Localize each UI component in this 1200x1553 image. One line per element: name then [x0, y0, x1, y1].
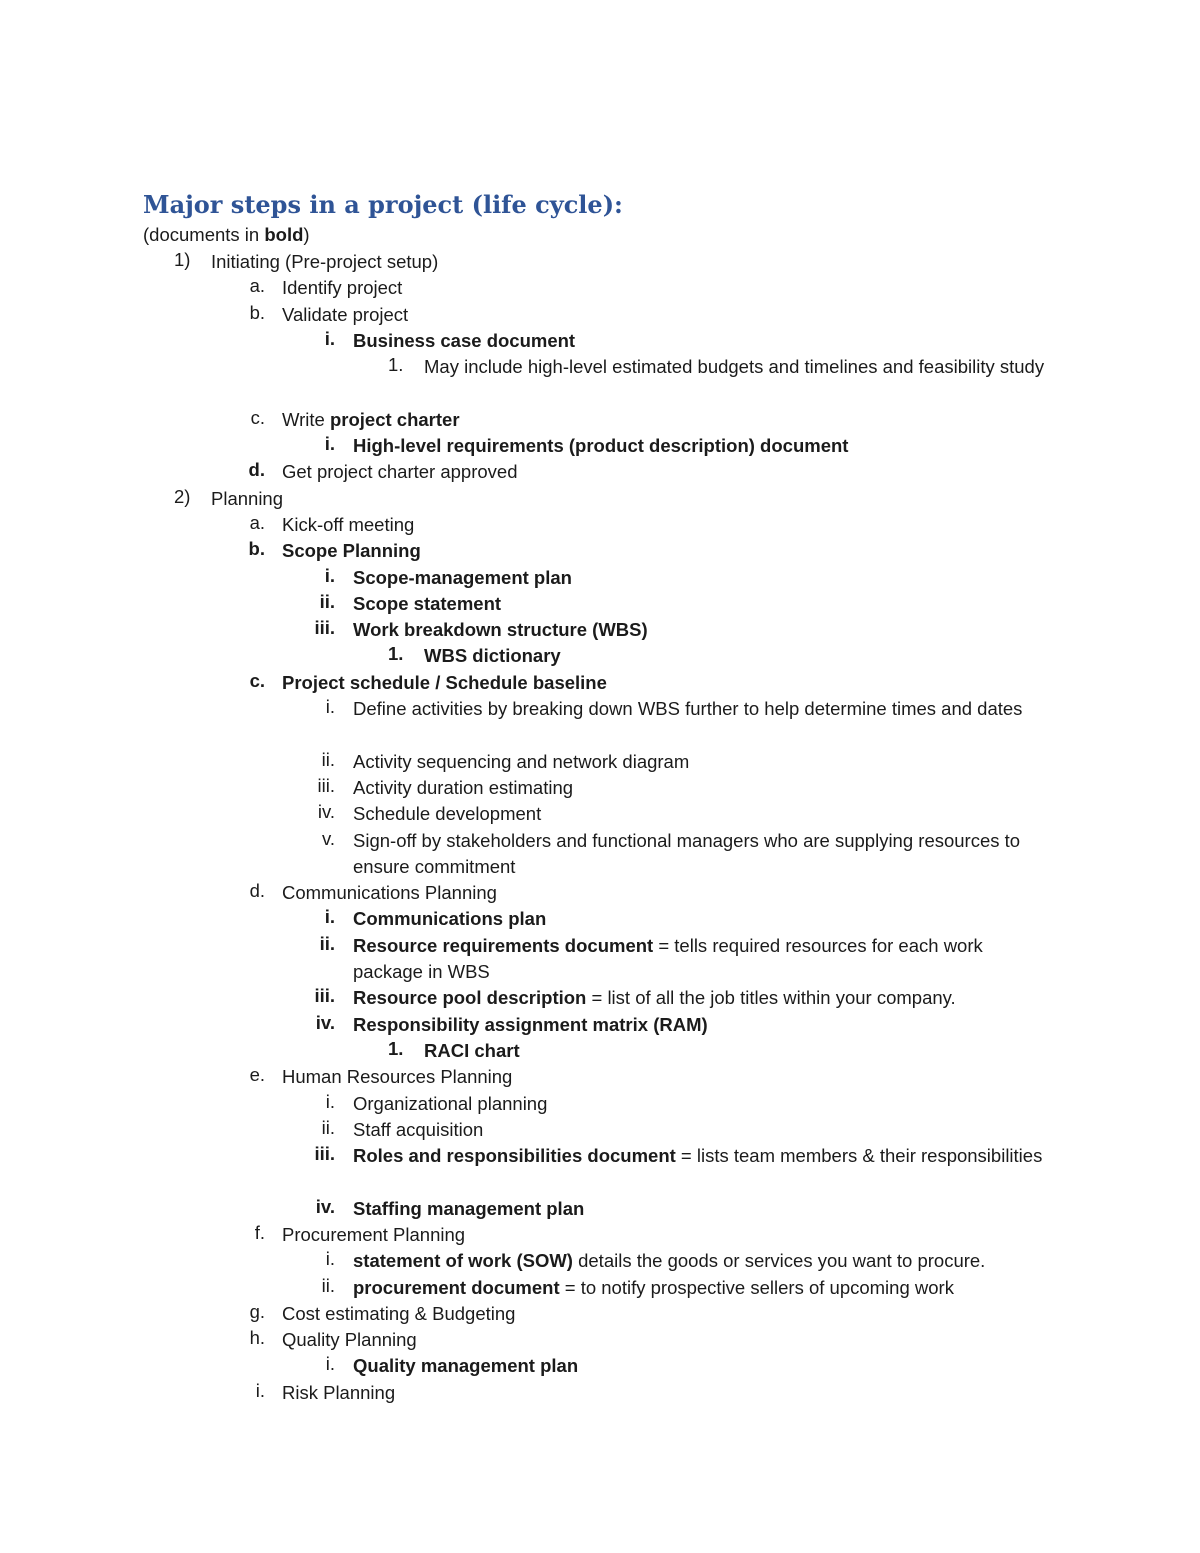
list-marker: 1. — [388, 643, 404, 665]
text-run: Identify project — [282, 277, 403, 299]
list-marker: 1. — [388, 354, 404, 376]
list-marker: i. — [255, 1379, 265, 1401]
list-marker: d. — [248, 459, 265, 481]
item-text — [282, 459, 982, 485]
item-text — [353, 828, 1048, 881]
bold-text-run: Responsibility assignment matrix (RAM) — [353, 1013, 708, 1035]
item-text — [353, 1196, 1048, 1222]
list-marker: h. — [249, 1327, 265, 1349]
outline-item-level-2 — [0, 1301, 1200, 1327]
bold-text-run: Scope-management plan — [353, 566, 572, 588]
outline-item-level-2 — [0, 275, 1200, 301]
item-text — [353, 933, 1048, 986]
outline-item-level-2 — [0, 459, 1200, 485]
item-text — [353, 1353, 1048, 1379]
text-run: Initiating (Pre-project setup) — [211, 251, 439, 272]
list-marker: i. — [324, 564, 335, 586]
page-title: Major steps in a project (life cycle): — [143, 190, 623, 219]
text-run: May include high-level estimated budgets and timelines and feasibility study — [424, 356, 1045, 378]
list-marker: iii. — [314, 1143, 335, 1165]
item-text — [211, 249, 911, 275]
item-text — [353, 617, 1048, 643]
outline-item-level-4 — [0, 1038, 1200, 1064]
outline-item-level-1 — [0, 249, 1200, 275]
outline-item-level-3 — [0, 433, 1200, 459]
text-run: Communications Planning — [282, 882, 497, 904]
outline-item-level-3 — [0, 1143, 1200, 1196]
item-text — [424, 643, 1049, 669]
outline-item-level-3 — [0, 1117, 1200, 1143]
bold-text-run: procurement document — [353, 1276, 560, 1298]
outline-list — [0, 249, 1200, 1406]
item-text — [282, 880, 982, 906]
list-marker: iii. — [317, 774, 335, 796]
outline-item-level-4 — [0, 643, 1200, 669]
item-text — [353, 775, 1048, 801]
bold-text-run: statement of work (SOW) — [353, 1250, 573, 1272]
list-marker: i. — [324, 906, 335, 928]
list-marker: ii. — [321, 1116, 335, 1138]
bold-text-run: Resource requirements document — [353, 934, 654, 956]
text-run: Validate project — [282, 303, 409, 325]
list-marker: iii. — [314, 985, 335, 1007]
outline-item-level-2 — [0, 1380, 1200, 1406]
outline-item-level-2 — [0, 538, 1200, 564]
list-marker: 1) — [174, 249, 191, 270]
list-marker: d. — [249, 880, 265, 902]
bold-text-run: Business case document — [353, 329, 576, 351]
outline-item-level-2 — [0, 512, 1200, 538]
text-run: Staff acquisition — [353, 1118, 484, 1140]
list-marker: iv. — [317, 801, 335, 823]
item-text — [353, 591, 1048, 617]
text-run: = lists team members & their responsibilities — [675, 1145, 1043, 1167]
text-run: Cost estimating & Budgeting — [282, 1302, 516, 1324]
list-marker: i. — [325, 1353, 335, 1375]
subtitle-note — [143, 224, 310, 246]
list-marker: b. — [248, 538, 265, 560]
bold-text-run: Staffing management plan — [353, 1197, 585, 1219]
list-marker: iv. — [315, 1011, 335, 1033]
item-text — [353, 1012, 1048, 1038]
item-text — [353, 801, 1048, 827]
text-run: Kick-off meeting — [282, 513, 415, 535]
item-text — [282, 407, 982, 433]
list-marker: a. — [249, 275, 265, 297]
text-run: Quality Planning — [282, 1329, 417, 1351]
outline-item-level-3 — [0, 749, 1200, 775]
text-run: Activity duration estimating — [353, 776, 574, 798]
item-text — [353, 1143, 1048, 1169]
list-marker: ii. — [319, 932, 335, 954]
text-run: Write — [282, 408, 330, 430]
list-marker: i. — [325, 696, 335, 718]
text-run: Procurement Planning — [282, 1223, 466, 1245]
subtitle-close: ) — [303, 224, 310, 245]
outline-item-level-2 — [0, 302, 1200, 328]
list-marker: i. — [325, 1090, 335, 1112]
item-text — [282, 538, 982, 564]
item-text — [282, 1380, 982, 1406]
bold-text-run: Communications plan — [353, 908, 547, 930]
list-marker: v. — [321, 827, 335, 849]
outline-item-level-3 — [0, 328, 1200, 354]
outline-item-level-3 — [0, 985, 1200, 1011]
bold-text-run: Scope statement — [353, 592, 502, 614]
text-run: Risk Planning — [282, 1381, 396, 1403]
item-text — [211, 486, 911, 512]
bold-text-run: Scope Planning — [282, 540, 421, 562]
item-text — [353, 565, 1048, 591]
list-marker: ii. — [321, 748, 335, 770]
text-run: = to notify prospective sellers of upcoming work — [559, 1276, 954, 1298]
outline-item-level-2 — [0, 880, 1200, 906]
list-marker: e. — [249, 1064, 265, 1086]
item-text — [282, 512, 982, 538]
list-marker: i. — [325, 1248, 335, 1270]
bold-text-run: project charter — [329, 408, 460, 430]
item-text — [353, 749, 1048, 775]
bold-text-run: WBS dictionary — [424, 645, 561, 667]
outline-item-level-2 — [0, 1327, 1200, 1353]
bold-text-run: Project schedule / Schedule baseline — [282, 671, 607, 693]
text-run: = list of all the job titles within your company. — [586, 987, 956, 1009]
item-text — [353, 328, 1048, 354]
outline-item-level-2 — [0, 1064, 1200, 1090]
item-text — [353, 433, 1048, 459]
outline-item-level-1 — [0, 486, 1200, 512]
list-marker: a. — [249, 511, 265, 533]
outline-item-level-4 — [0, 354, 1200, 407]
list-marker: i. — [324, 433, 335, 455]
list-marker: b. — [249, 301, 265, 323]
text-run: Human Resources Planning — [282, 1066, 513, 1088]
text-run: Get project charter approved — [282, 461, 518, 483]
list-marker: ii. — [321, 1274, 335, 1296]
list-marker: 1. — [388, 1037, 404, 1059]
outline-item-level-2 — [0, 670, 1200, 696]
list-marker: iii. — [314, 617, 335, 639]
text-run: Organizational planning — [353, 1092, 548, 1114]
item-text — [282, 1222, 982, 1248]
outline-item-level-3 — [0, 775, 1200, 801]
item-text — [353, 906, 1048, 932]
item-text — [353, 1117, 1048, 1143]
item-text — [282, 1327, 982, 1353]
text-run: Schedule development — [353, 803, 542, 825]
text-run: Sign-off by stakeholders and functional managers who are supplying resources to ensure commitment — [353, 829, 1021, 877]
outline-item-level-3 — [0, 1196, 1200, 1222]
list-marker: f. — [254, 1221, 265, 1243]
outline-item-level-3 — [0, 828, 1200, 881]
outline-item-level-3 — [0, 1012, 1200, 1038]
outline-item-level-3 — [0, 801, 1200, 827]
outline-item-level-3 — [0, 565, 1200, 591]
bold-text-run: Roles and responsibilities document — [353, 1145, 676, 1167]
subtitle-open: (documents in — [143, 224, 265, 245]
list-marker: i. — [324, 327, 335, 349]
item-text — [353, 1275, 1048, 1301]
item-text — [282, 1064, 982, 1090]
text-run: = tells required resources for each work package in WBS — [353, 934, 983, 983]
text-run: Define activities by breaking down WBS further to help determine times and dates — [353, 698, 1023, 720]
outline-item-level-3 — [0, 933, 1200, 986]
list-marker: iv. — [315, 1195, 335, 1217]
text-run: details the goods or services you want to procure. — [572, 1250, 986, 1272]
outline-item-level-3 — [0, 696, 1200, 749]
item-text — [424, 354, 1049, 380]
item-text — [282, 275, 982, 301]
bold-text-run: Work breakdown structure (WBS) — [353, 619, 648, 641]
outline-item-level-3 — [0, 617, 1200, 643]
text-run: Activity sequencing and network diagram — [353, 750, 690, 772]
outline-item-level-3 — [0, 906, 1200, 932]
bold-text-run: Quality management plan — [353, 1355, 579, 1377]
outline-item-level-3 — [0, 1353, 1200, 1379]
item-text — [353, 696, 1048, 722]
list-marker: c. — [250, 406, 265, 428]
item-text — [353, 985, 1048, 1011]
item-text — [353, 1248, 1048, 1274]
outline-item-level-3 — [0, 591, 1200, 617]
item-text — [353, 1091, 1048, 1117]
list-marker: 2) — [174, 485, 191, 507]
item-text — [282, 670, 982, 696]
item-text — [424, 1038, 1049, 1064]
outline-item-level-3 — [0, 1091, 1200, 1117]
outline-item-level-2 — [0, 1222, 1200, 1248]
list-marker: g. — [249, 1300, 265, 1322]
subtitle-bold-word: bold — [264, 224, 304, 245]
list-marker: c. — [249, 669, 265, 691]
outline-item-level-3 — [0, 1248, 1200, 1274]
text-run: Planning — [211, 487, 284, 509]
bold-text-run: High-level requirements (product description) document — [353, 435, 849, 457]
bold-text-run: RACI chart — [424, 1039, 520, 1061]
item-text — [282, 302, 982, 328]
bold-text-run: Resource pool description — [353, 987, 587, 1009]
outline-item-level-2 — [0, 407, 1200, 433]
list-marker: ii. — [319, 590, 335, 612]
outline-item-level-3 — [0, 1275, 1200, 1301]
item-text — [282, 1301, 982, 1327]
